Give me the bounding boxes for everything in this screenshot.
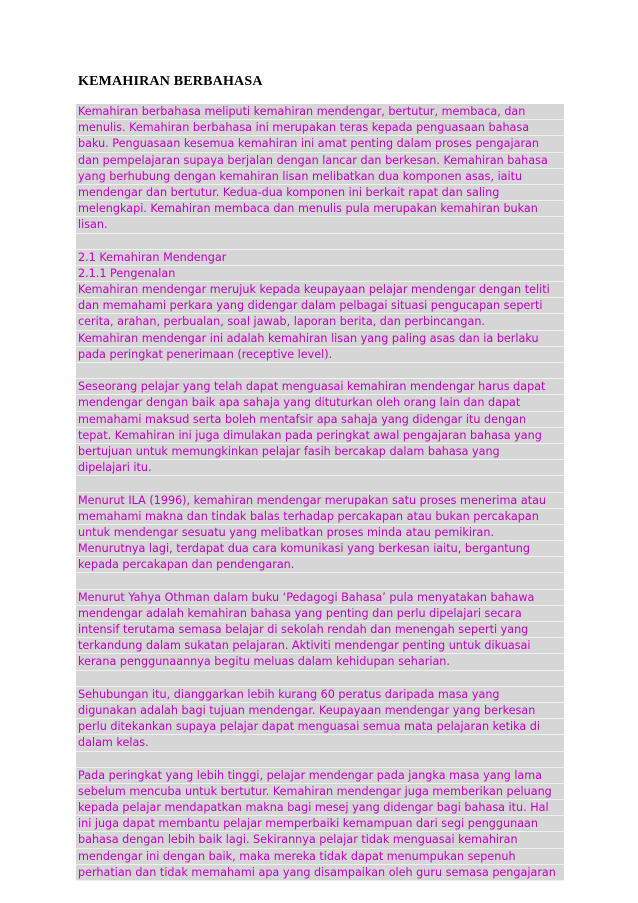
text-line: digunakan adalah bagi tujuan mendengar. Keupayaan mendengar yang berkesan xyxy=(76,703,564,719)
text-line: mendengar ini dengan baik, maka mereka tidak dapat menumpukan sepenuh xyxy=(76,849,564,865)
text-line: cerita, arahan, perbualan, soal jawab, laporan berita, dan perbincangan. xyxy=(76,314,564,330)
text-line: 2.1.1 Pengenalan xyxy=(76,266,564,282)
page-title: KEMAHIRAN BERBAHASA xyxy=(78,74,263,89)
text-line: kepada percakapan dan pendengaran. xyxy=(76,557,564,573)
text-line: menulis. Kemahiran berbahasa ini merupakan teras kepada penguasaan bahasa xyxy=(76,120,564,136)
text-line: intensif terutama semasa belajar di sekolah rendah dan menengah seperti yang xyxy=(76,622,564,638)
text-line: Menurutnya lagi, terdapat dua cara komunikasi yang berkesan iaitu, bergantung xyxy=(76,541,564,557)
text-line: kepada pelajar mendapatkan makna bagi mesej yang didengar bagi bahasa itu. Hal xyxy=(76,800,564,816)
text-line: Menurut Yahya Othman dalam buku ‘Pedagogi Bahasa’ pula menyatakan bahawa xyxy=(76,590,564,606)
text-line: perlu ditekankan supaya pelajar dapat menguasai semua mata pelajaran ketika di xyxy=(76,719,564,735)
text-line: memahami maksud serta boleh mentafsir apa sahaja yang didengar itu dengan xyxy=(76,412,564,428)
text-line: baku. Penguasaan kesemua kemahiran ini amat penting dalam proses pengajaran xyxy=(76,136,564,152)
text-line: perhatian dan tidak memahami apa yang disampaikan oleh guru semasa pengajaran xyxy=(76,865,564,881)
blank-line xyxy=(76,476,564,492)
text-line: Pada peringkat yang lebih tinggi, pelajar mendengar pada jangka masa yang lama xyxy=(76,768,564,784)
text-line: Kemahiran berbahasa meliputi kemahiran mendengar, bertutur, membaca, dan xyxy=(76,104,564,120)
text-line: Kemahiran mendengar ini adalah kemahiran lisan yang paling asas dan ia berlaku xyxy=(76,331,564,347)
text-line: Sehubungan itu, dianggarkan lebih kurang 60 peratus daripada masa yang xyxy=(76,687,564,703)
text-line: mendengar adalah kemahiran bahasa yang penting dan perlu dipelajari secara xyxy=(76,606,564,622)
text-line: sebelum mencuba untuk bertutur. Kemahiran mendengar juga memberikan peluang xyxy=(76,784,564,800)
text-line: yang berhubung dengan kemahiran lisan melibatkan dua komponen asas, iaitu xyxy=(76,169,564,185)
text-line: dan memahami perkara yang didengar dalam pelbagai situasi pengucapan seperti xyxy=(76,298,564,314)
text-line: kerana penggunaannya begitu meluas dalam kehidupan seharian. xyxy=(76,654,564,670)
text-line: mendengar dan bertutur. Kedua-dua komponen ini berkait rapat dan saling xyxy=(76,185,564,201)
document-body xyxy=(76,104,564,881)
text-line: tepat. Kemahiran ini juga dimulakan pada peringkat awal pengajaran bahasa yang xyxy=(76,428,564,444)
text-line: dan pempelajaran supaya berjalan dengan lancar dan berkesan. Kemahiran bahasa xyxy=(76,153,564,169)
text-line: 2.1 Kemahiran Mendengar xyxy=(76,250,564,266)
text-line: pada peringkat penerimaan (receptive level). xyxy=(76,347,564,363)
blank-line xyxy=(76,671,564,687)
text-line: dipelajari itu. xyxy=(76,460,564,476)
text-line: Menurut ILA (1996), kemahiran mendengar merupakan satu proses menerima atau xyxy=(76,493,564,509)
text-line: mendengar dengan baik apa sahaja yang dituturkan oleh orang lain dan dapat xyxy=(76,395,564,411)
text-line: ini juga dapat membantu pelajar memperbaiki kemampuan dari segi penggunaan xyxy=(76,816,564,832)
text-line: bertujuan untuk memungkinkan pelajar fasih bercakap dalam bahasa yang xyxy=(76,444,564,460)
text-line: untuk mendengar sesuatu yang melibatkan proses minda atau pemikiran. xyxy=(76,525,564,541)
blank-line xyxy=(76,234,564,250)
text-line: memahami makna dan tindak balas terhadap percakapan atau bukan percakapan xyxy=(76,509,564,525)
text-line: bahasa dengan lebih baik lagi. Sekirannya pelajar tidak menguasai kemahiran xyxy=(76,832,564,848)
blank-line xyxy=(76,573,564,589)
blank-line xyxy=(76,752,564,768)
text-line: lisan. xyxy=(76,217,564,233)
text-line: Seseorang pelajar yang telah dapat menguasai kemahiran mendengar harus dapat xyxy=(76,379,564,395)
text-line: dalam kelas. xyxy=(76,735,564,751)
text-line: melengkapi. Kemahiran membaca dan menulis pula merupakan kemahiran bukan xyxy=(76,201,564,217)
text-line: terkandung dalam sukatan pelajaran. Aktiviti mendengar penting untuk dikuasai xyxy=(76,638,564,654)
blank-line xyxy=(76,363,564,379)
text-line: Kemahiran mendengar merujuk kepada keupayaan pelajar mendengar dengan teliti xyxy=(76,282,564,298)
